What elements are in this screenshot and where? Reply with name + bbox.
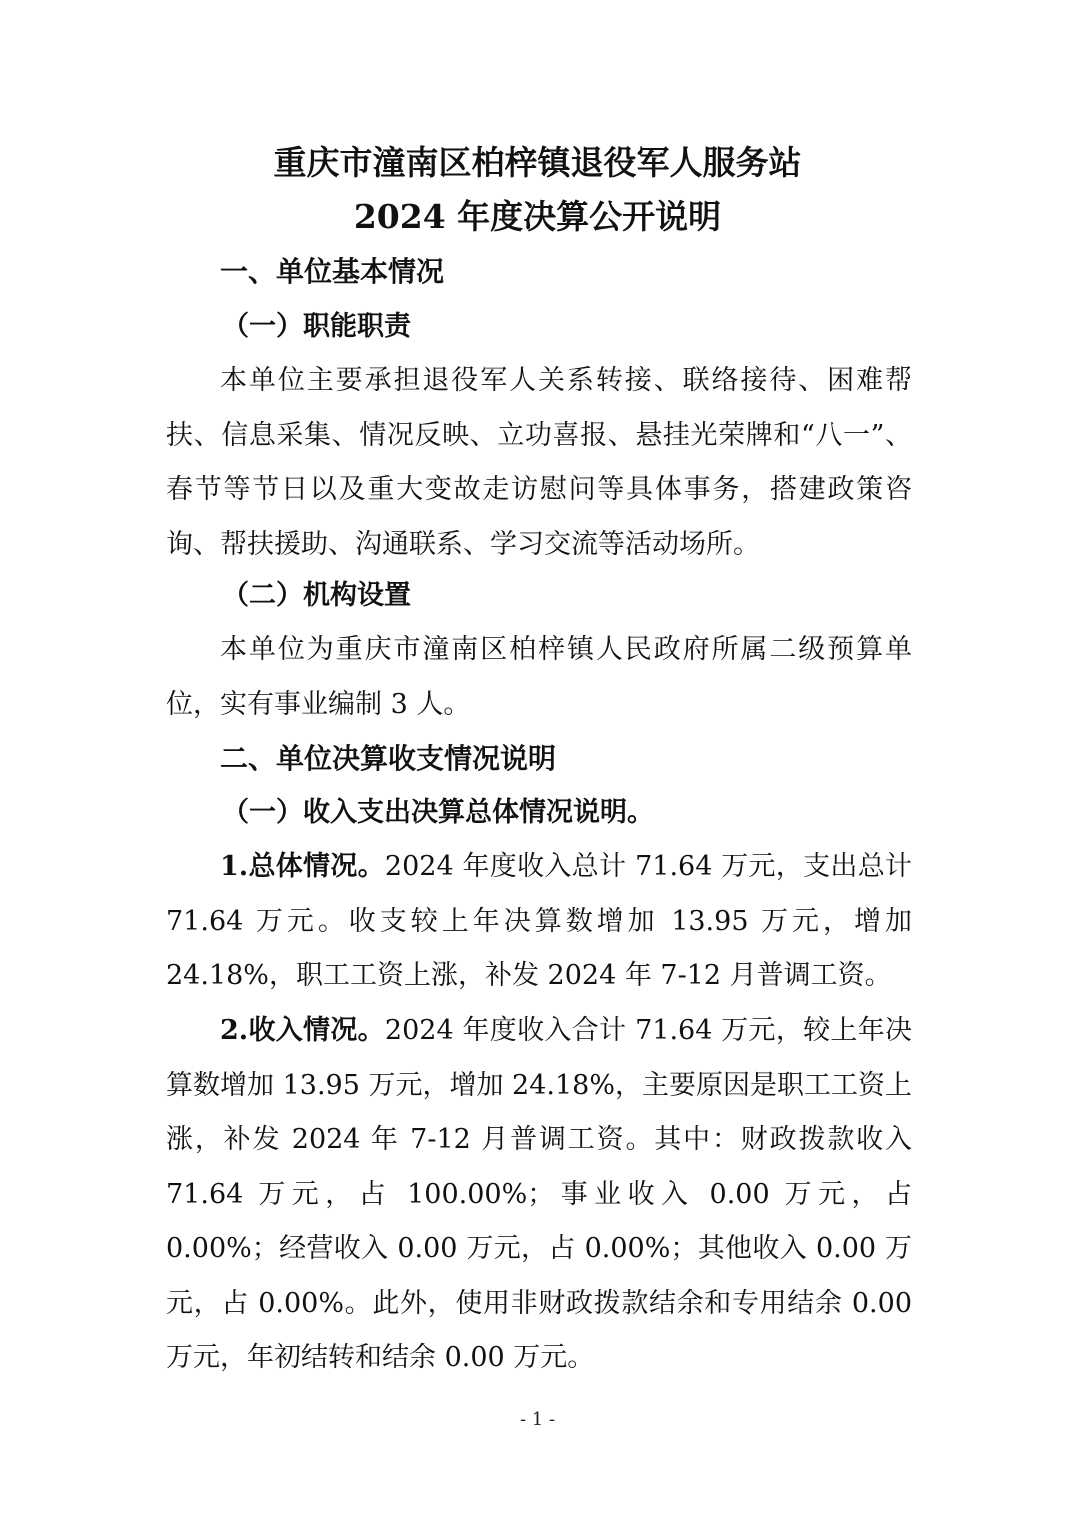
section2-item1-text: 2024 年度收入总计 71.64 万元，支出总计 71.64 万元。收支较上年决算数增加 13.95 万元，增加 24.18%，职工工资上涨，补发 2024 年 7-12 月普调工资。 bbox=[166, 851, 912, 991]
document-title-line2: 2024 年度决算公开说明 bbox=[353, 197, 722, 236]
section2-sub1-heading: （一）收入支出决算总体情况说明。 bbox=[222, 797, 654, 828]
section1-sub1-paragraph: 本单位主要承担退役军人关系转接、联络接待、困难帮扶、信息采集、情况反映、立功喜报、悬挂光荣牌和“八一”、春节等节日以及重大变故走访慰问等具体事务，搭建政策咨询、帮扶援助、沟通联系、学习交流等活动场所。 bbox=[166, 365, 912, 560]
section2-item1-label: 1.总体情况。 bbox=[220, 851, 385, 882]
section1-sub2-heading: （二）机构设置 bbox=[222, 580, 411, 611]
page-number: - 1 - bbox=[519, 1409, 556, 1430]
document-title-line1: 重庆市潼南区柏梓镇退役军人服务站 bbox=[273, 143, 802, 182]
section1-sub2-paragraph: 本单位为重庆市潼南区柏梓镇人民政府所属二级预算单位，实有事业编制 3 人。 bbox=[166, 634, 912, 720]
section2-item2-paragraph bbox=[166, 1004, 912, 1386]
section2-item1-paragraph bbox=[166, 840, 912, 1004]
section1-sub1-heading: （一）职能职责 bbox=[222, 311, 411, 342]
section2-heading: 二、单位决算收支情况说明 bbox=[220, 742, 557, 775]
section1-heading: 一、单位基本情况 bbox=[220, 255, 445, 288]
section2-item2-text: 2024 年度收入合计 71.64 万元，较上年决算数增加 13.95 万元，增加 24.18%，主要原因是职工工资上涨，补发 2024 年 7-12 月普调工资。其中：财政拨款收入 71.64 万元，占 100.00%；事业收入 0.00 万元，占 0.00%；经营收入 0.00 万元，占 0.00%；其他收入 0.00 万元，占 0.00%。此外，使用非财政拨款结余和专用结余 0.00 万元，年初结转和结余 0.00 万元。 bbox=[166, 1015, 912, 1373]
section2-item2-label: 2.收入情况。 bbox=[220, 1015, 385, 1046]
